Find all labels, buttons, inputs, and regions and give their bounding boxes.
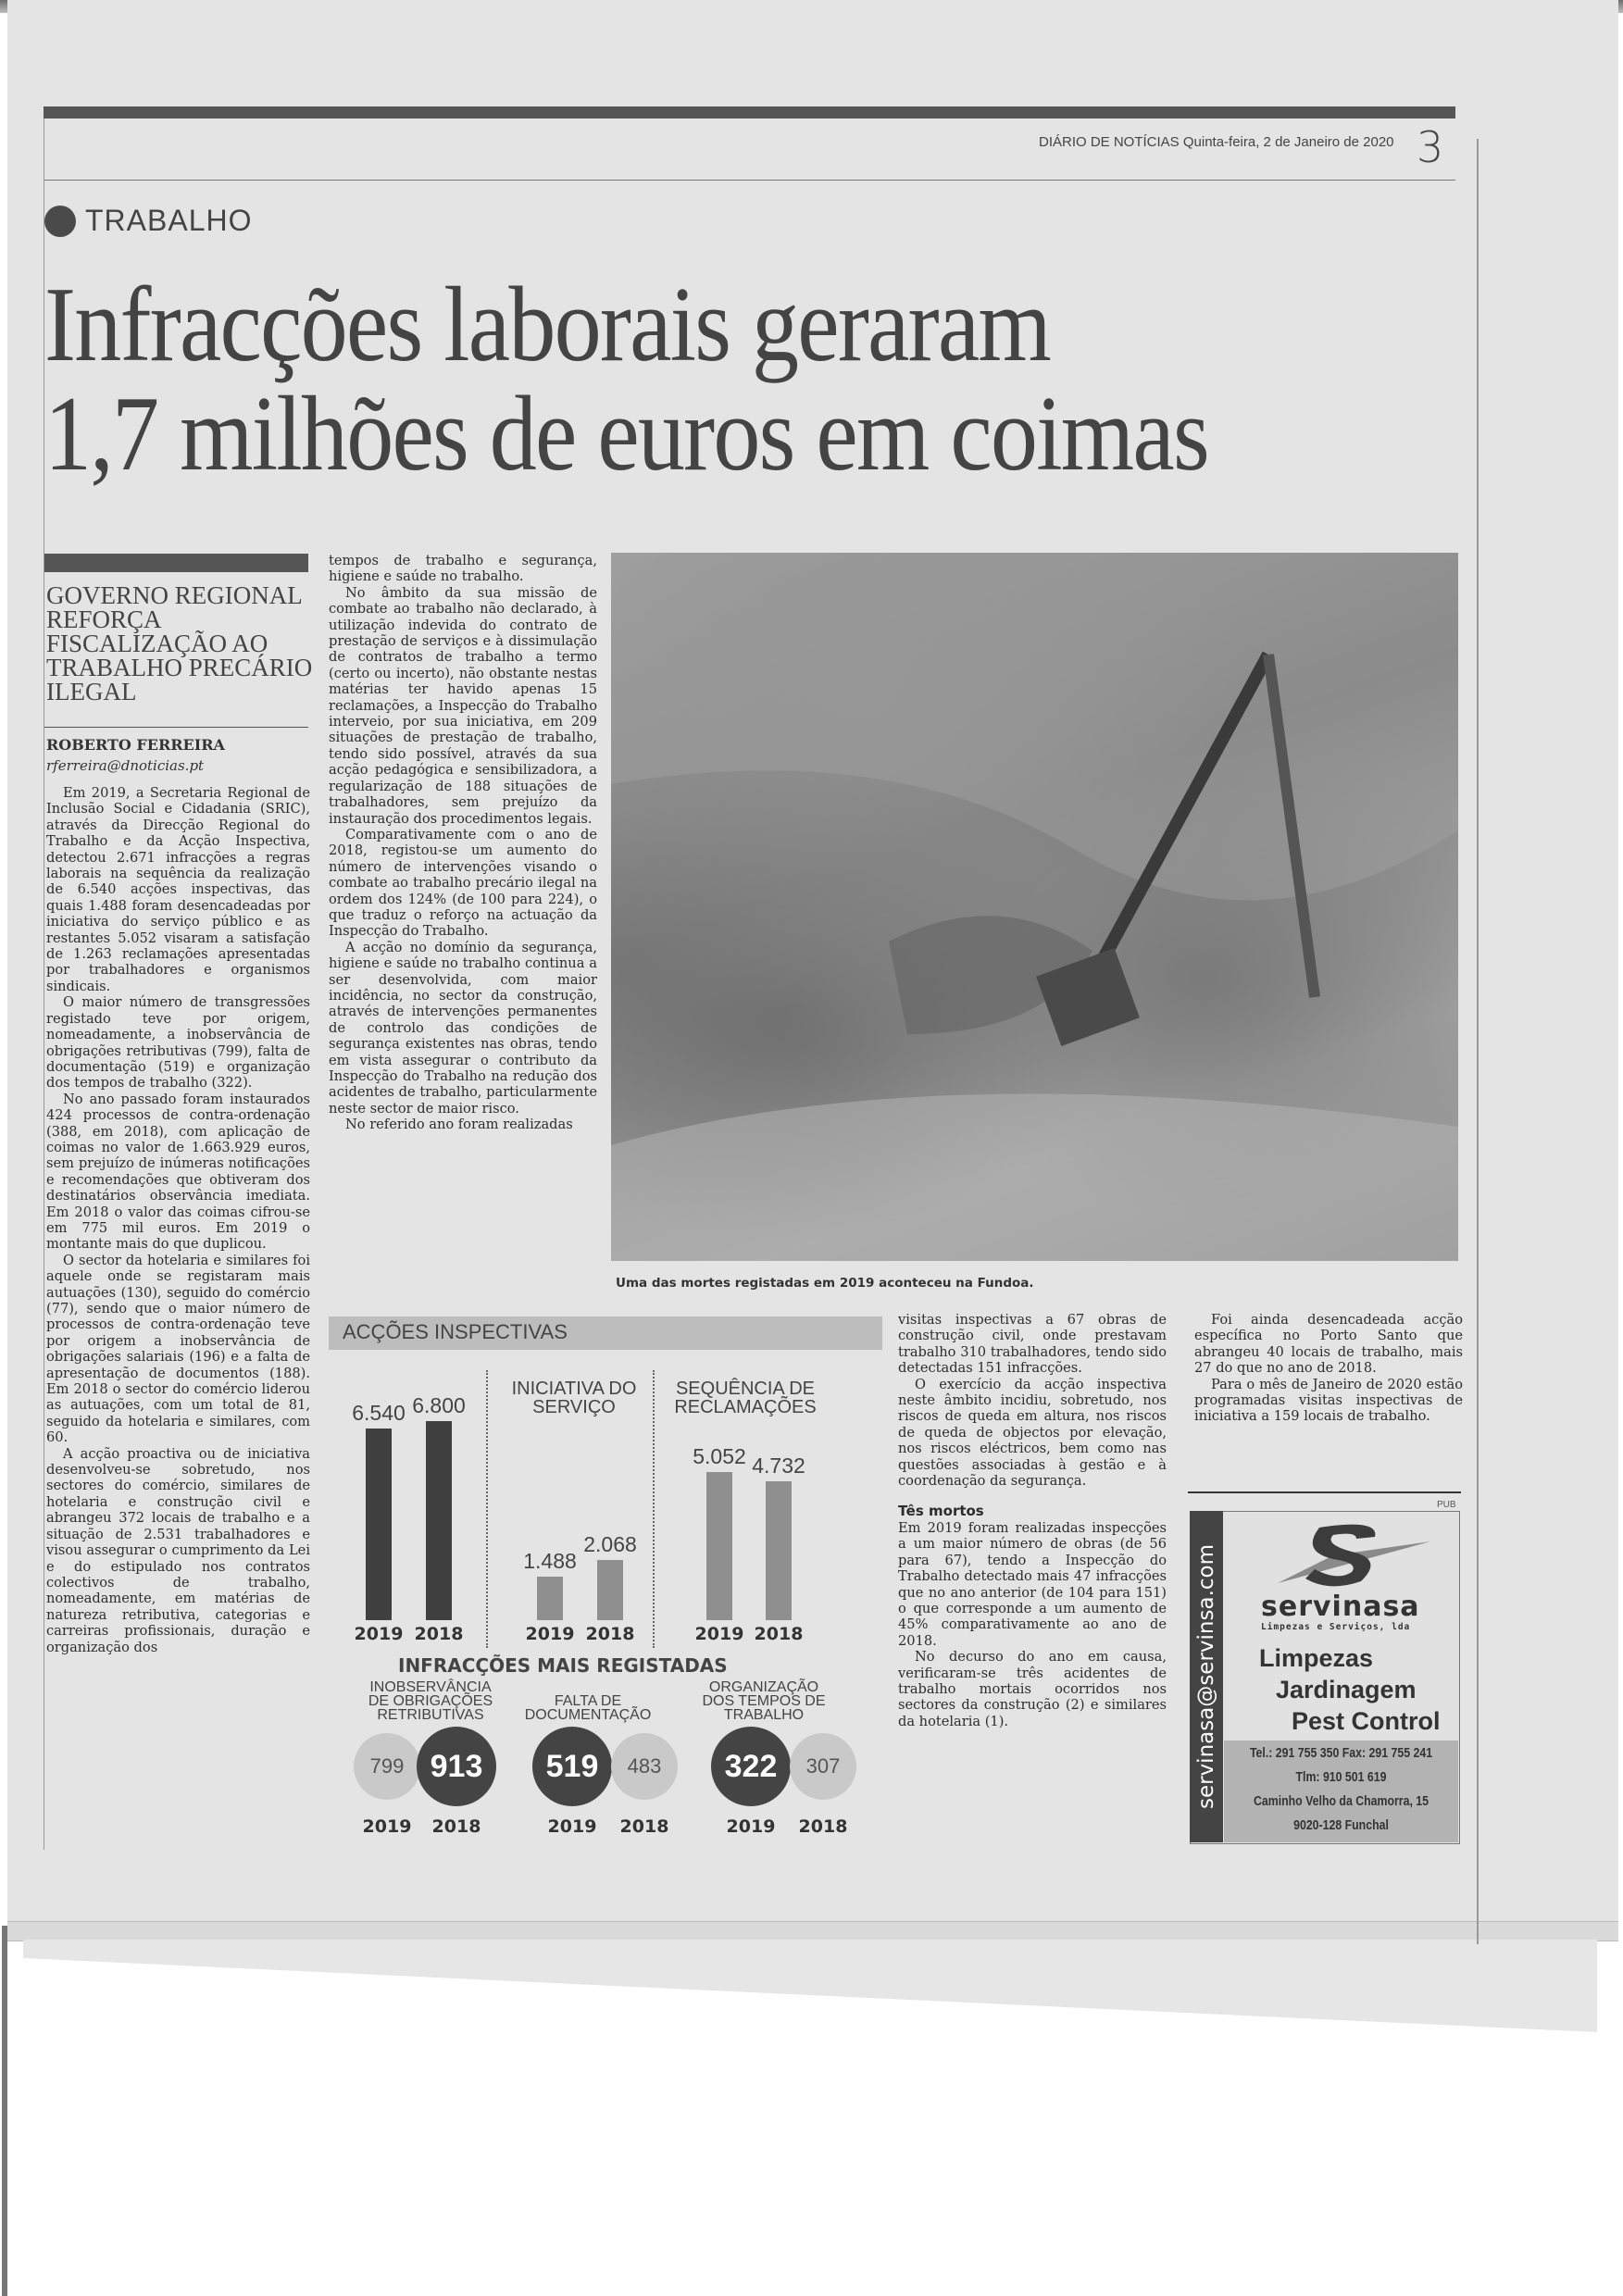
infraction-year-label: 2019 <box>547 1816 597 1837</box>
ad-address: Caminho Velho da Chamorra, 15 <box>1253 1794 1429 1809</box>
bar-year-label: 2018 <box>754 1624 804 1644</box>
infraction-label: INOBSERVÂNCIA DE OBRIGAÇÕES RETRIBUTIVAS <box>368 1679 493 1723</box>
intertitle: Tês mortos <box>898 1503 984 1520</box>
paragraph: No ano passado foram instaurados 424 processos de contra-ordenação (388, em 2018), com aplicação de coimas no valor de 1.663.929 euros, sem prejuízo de inúmeras notificações e recomendações que obtiveram dos destinatários observância imediata. Em 2018 o valor das coimas cifrou-se em 775 mil euros. Em 2019 o montante mais do que duplicou. <box>46 1091 310 1253</box>
group-separator <box>486 1370 488 1648</box>
bar-0-2018 <box>426 1421 452 1620</box>
bar-value-label: 5.052 <box>693 1444 746 1469</box>
headline-line-2: 1,7 milhões de euros em coimas <box>44 375 1208 493</box>
ad-contact-block <box>1224 1741 1458 1842</box>
article-column-2 <box>329 553 597 1133</box>
page-flap <box>23 1940 1597 2032</box>
infraction-year-label: 2018 <box>431 1816 481 1837</box>
ad-pub-label: PUB <box>1437 1500 1456 1510</box>
section-bullet-icon <box>44 206 76 237</box>
infraction-bubble-2018: 913 <box>417 1727 496 1806</box>
paragraph: O maior número de transgressões registado teve por origem, nomeadamente, a inobservância de obrigações retributivas (799), falta de documentação (519) e organização dos tempos de trabalho (322). <box>46 994 310 1092</box>
ad-service-limpezas: Limpezas <box>1259 1644 1374 1672</box>
byline-rule <box>44 727 308 728</box>
bar-2-2018 <box>766 1481 792 1620</box>
bar-value-label: 1.488 <box>523 1548 577 1573</box>
infraction-year-label: 2019 <box>726 1816 776 1837</box>
infraction-bubble-2018: 307 <box>790 1733 856 1800</box>
paragraph: A acção proactiva ou de iniciativa desenvolveu-se sobretudo, nos sectores do comércio, similares de hotelaria e construção civil e abrangeu 372 locais de trabalho e a situação de 2.531 trabalhadores e visou assegurar o cumprimento da Lei e do estipulado nos contratos colectivos de trabalho, nomeadamente, em matérias de natureza retributiva, categorias e carreiras profissionais, duração e organização dos <box>46 1445 310 1655</box>
ad-brand: servinasa <box>1261 1591 1420 1623</box>
article-column-1 <box>46 785 310 1655</box>
header-rule <box>44 180 1455 181</box>
infraction-bubble-2019: 322 <box>711 1727 791 1806</box>
page-right-edge <box>1477 139 1479 1944</box>
infraction-label: FALTA DE DOCUMENTAÇÃO <box>524 1693 652 1723</box>
bar-value-label: 6.540 <box>352 1401 406 1426</box>
ad-rule <box>1188 1491 1461 1493</box>
headline-line-1: Infracções laborais geraram <box>44 266 1051 384</box>
bar-year-label: 2019 <box>525 1624 575 1644</box>
section-label: TRABALHO <box>85 204 253 237</box>
bar-year-label: 2019 <box>694 1624 744 1644</box>
ad-email[interactable]: servinasa@servinsa.com <box>1194 1543 1218 1810</box>
ad-tagline: Limpezas e Serviços, lda <box>1261 1622 1411 1632</box>
infraction-year-label: 2018 <box>798 1816 848 1837</box>
bar-1-2018 <box>597 1560 623 1620</box>
paragraph: Comparativamente com o ano de 2018, registou-se um aumento do número de intervenções visando o combate ao trabalho precário ilegal na ordem dos 124% (de 100 para 224), o que traduz o reforço na actuação da Inspecção do Trabalho. <box>329 826 597 940</box>
ground <box>611 1093 1458 1261</box>
infraction-year-label: 2019 <box>362 1816 412 1837</box>
ad-postal-code: 9020-128 Funchal <box>1293 1818 1389 1833</box>
infraction-label: ORGANIZAÇÃO DOS TEMPOS DE TRABALHO <box>702 1679 826 1723</box>
paragraph: A acção no domínio da segurança, higiene e saúde no trabalho continua a ser desenvolvida, com maior incidência, no sector da construção, através de intervenções permanentes de controlo das condições de segurança existentes nas obras, tendo em vista assegurar o contributo da Inspecção do Trabalho na redução dos acidentes de trabalho, particularmente neste sector de maior risco. <box>329 939 597 1117</box>
photo-caption: Uma das mortes registadas em 2019 aconteceu na Fundoa. <box>616 1276 1034 1291</box>
article-column-3 <box>898 1312 1167 1729</box>
bar-2-2019 <box>706 1472 732 1620</box>
group-label-reclamacoes: SEQUÊNCIA DE RECLAMAÇÕES <box>674 1379 817 1417</box>
paragraph: O exercício da acção inspectiva neste âmbito incidiu, sobretudo, nos riscos de queda em altura, nos riscos de queda de objectos por elevação, nos riscos eléctricos, bem como nas questões associadas à gestão e à coordenação da segurança. <box>898 1376 1167 1490</box>
article-column-4 <box>1194 1312 1463 1425</box>
scan-edge <box>2 1926 7 2296</box>
ad-mobile: Tlm: 910 501 619 <box>1295 1770 1387 1785</box>
paragraph: No âmbito da sua missão de combate ao trabalho não declarado, à utilização indevida do contrato de prestação de serviços e à dissimulação de contratos de trabalho a termo (certo ou incerto), não obstante nestas matérias ter havido apenas 15 reclamações, a Inspecção do Trabalho interveio, por sua iniciativa, em 209 situações de prestação de trabalho, tendo sido possível, através da sua acção pedagógica e sensibilizadora, a regularização de 188 situações de trabalhadores, sem prejuízo da instauração dos procedimentos legais. <box>329 584 597 827</box>
author-name: ROBERTO FERREIRA <box>46 736 225 754</box>
subhead-bar <box>44 554 308 572</box>
author-email[interactable]: rferreira@dnoticias.pt <box>46 757 205 774</box>
bar-year-label: 2019 <box>354 1624 404 1644</box>
group-label-iniciativa: INICIATIVA DO SERVIÇO <box>511 1379 637 1417</box>
excavator-photo <box>611 553 1458 1261</box>
ad-service-pest-control: Pest Control <box>1292 1707 1441 1735</box>
paragraph: tempos de trabalho e segurança, higiene e saúde no trabalho. <box>329 553 597 585</box>
ad-phone-fax: Tel.: 291 755 350 Fax: 291 755 241 <box>1249 1746 1433 1761</box>
subhead: GOVERNO REGIONAL REFORÇA FISCALIZAÇÃO AO TRABALHO PRECÁRIO ILEGAL <box>46 581 313 705</box>
paragraph: Em 2019, a Secretaria Regional de Inclusão Social e Cidadania (SRIC), através da Direcção Regional do Trabalho e da Acção Inspectiva, detectou 2.671 infracções a regras laborais na sequência da realização de 6.540 acções inspectivas, das quais 1.488 foram desencadeadas por iniciativa do serviço público e as restantes 5.052 visaram a satisfação de 1.263 reclamações apresentadas por trabalhadores e organismos sindicais. <box>46 785 310 994</box>
page-fold <box>7 1921 1618 1941</box>
paragraph: O sector da hotelaria e similares foi aquele onde se registaram mais autuações (130), seguido do comércio (77), sendo que o maior número de processos de contra-ordenação teve por origem a inobservância de obrigações salariais (196) e a falta de apresentação de documentos (188). Em 2018 o sector do comércio liderou as autuações, com um total de 81, seguido da hotelaria e similares, com 60. <box>46 1252 310 1446</box>
paragraph: No decurso do ano em causa, verificaram-se três acidentes de trabalho mortais ocorridos nos sectores da construção (2) e similares da hotelaria (1). <box>898 1649 1167 1729</box>
bar-chart <box>329 1352 882 1657</box>
infographic-title: ACÇÕES INSPECTIVAS <box>343 1320 568 1343</box>
bar-year-label: 2018 <box>585 1624 635 1644</box>
bar-0-2019 <box>366 1429 392 1620</box>
bar-value-label: 4.732 <box>752 1454 805 1479</box>
headline <box>44 266 1299 493</box>
infraction-bubble-2019: 519 <box>532 1727 612 1806</box>
bar-1-2019 <box>537 1577 563 1620</box>
infraction-year-label: 2018 <box>619 1816 669 1837</box>
paragraph: No referido ano foram realizadas <box>345 1117 573 1133</box>
bar-value-label: 6.800 <box>412 1393 466 1417</box>
page-number: 3 <box>1417 122 1444 172</box>
infraction-bubble-2019: 799 <box>354 1733 420 1800</box>
servinasa-logo-icon <box>1268 1518 1435 1591</box>
paragraph: Em 2019 foram realizadas inspecções a um maior número de obras (de 56 para 67), tendo a Inspecção do Trabalho detectado mais 47 infracções que no ano anterior (de 104 para 151) o que corresponde a um aumento de 45% comparativamente ao ano de 2018. <box>898 1519 1167 1649</box>
ad-service-jardinagem: Jardinagem <box>1276 1676 1417 1703</box>
group-separator <box>653 1370 655 1648</box>
rock-face <box>611 553 1458 900</box>
bar-value-label: 2.068 <box>583 1531 637 1556</box>
bar-year-label: 2018 <box>414 1624 464 1644</box>
infractions-title: INFRACÇÕES MAIS REGISTADAS <box>398 1654 728 1677</box>
paragraph: Foi ainda desencadeada acção específica no Porto Santo que abrangeu 40 locais de trabalho, mais 27 do que no ano de 2018. <box>1194 1312 1463 1377</box>
paragraph: Para o mês de Janeiro de 2020 estão programadas visitas inspectivas de iniciativa a 159 locais de trabalho. <box>1194 1376 1463 1425</box>
header-bar <box>44 106 1455 119</box>
photo-illustration <box>611 553 1458 1261</box>
paragraph: visitas inspectivas a 67 obras de construção civil, onde prestavam trabalho 310 trabalhadores, tendo sido detectadas 151 infracções. <box>898 1312 1167 1377</box>
running-head: DIÁRIO DE NOTÍCIAS Quinta-feira, 2 de Janeiro de 2020 <box>1039 134 1394 150</box>
infraction-bubble-2018: 483 <box>611 1733 678 1800</box>
